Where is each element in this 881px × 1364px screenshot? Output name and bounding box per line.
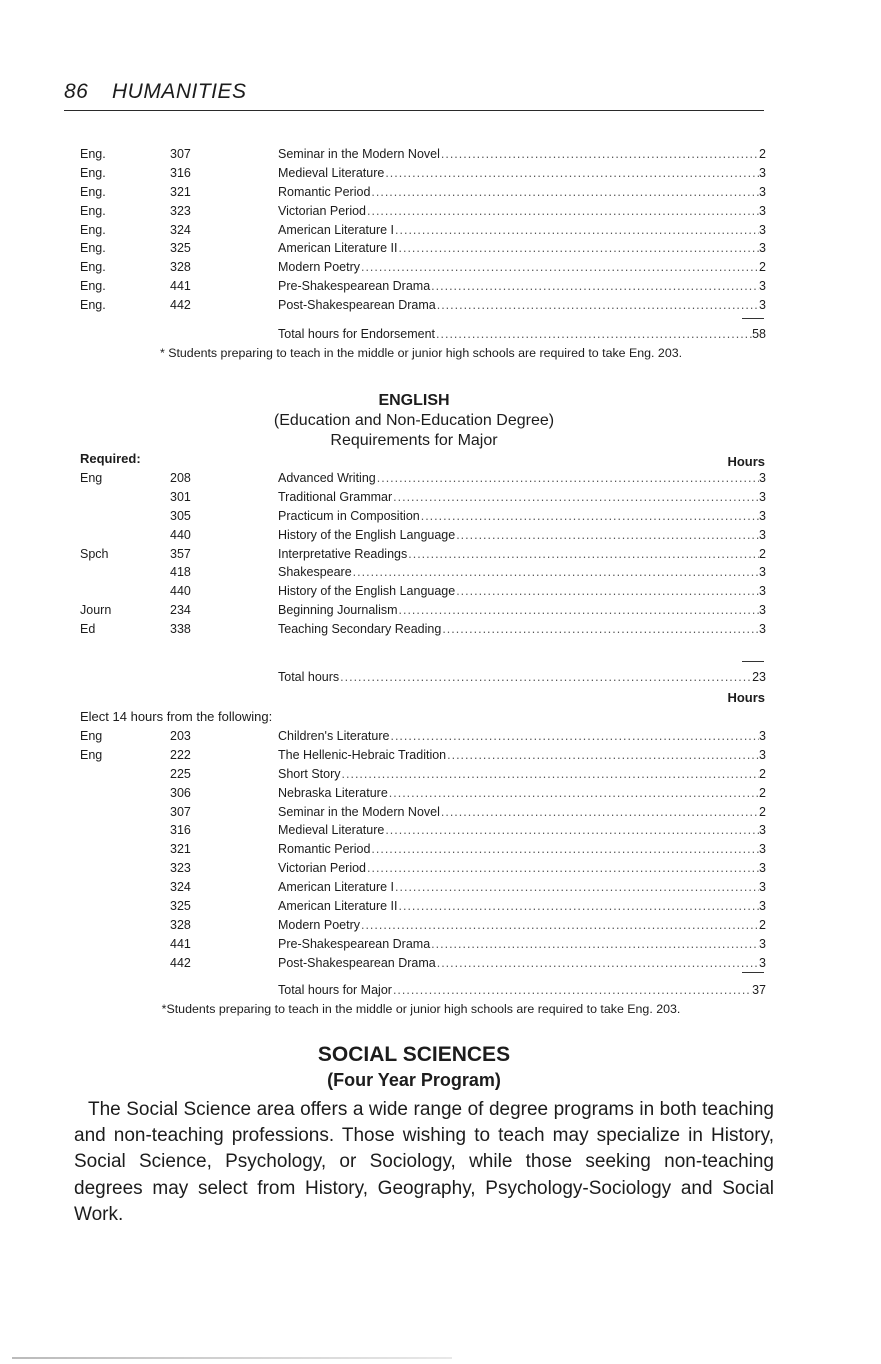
course-dept: Eng. <box>80 260 106 275</box>
course-hours: 2 <box>759 804 766 819</box>
course-hours: 2 <box>759 766 766 781</box>
course-title: Interpretative Readings <box>278 546 408 561</box>
course-row <box>80 840 766 859</box>
course-number: 328 <box>170 917 191 932</box>
course-title: American Literature II <box>278 241 398 256</box>
header-rule <box>64 110 764 111</box>
course-row <box>80 239 766 258</box>
course-row <box>80 277 766 296</box>
course-number: 441 <box>170 936 191 951</box>
total-label: Total hours <box>278 670 340 684</box>
course-number: 324 <box>170 880 191 895</box>
course-title: Advanced Writing <box>278 471 376 485</box>
course-dept: Eng. <box>80 184 106 199</box>
course-title: Children's Literature <box>278 729 390 743</box>
course-title: Practicum in Composition <box>278 508 420 523</box>
course-dept: Ed <box>80 622 96 637</box>
course-dept: Journ <box>80 603 112 618</box>
course-row <box>80 859 766 878</box>
course-hours: 3 <box>759 489 766 504</box>
total-rule <box>742 972 764 973</box>
course-dept: Eng <box>80 747 103 762</box>
course-hours: 3 <box>759 508 766 523</box>
hours-label: Hours <box>727 454 765 469</box>
course-dept: Spch <box>80 546 109 561</box>
course-row <box>80 803 766 822</box>
course-number: 441 <box>170 279 191 294</box>
elective-intro: Elect 14 hours from the following: <box>80 709 273 724</box>
social-sciences-title: SOCIAL SCIENCES <box>317 1043 511 1066</box>
course-number: 324 <box>170 222 191 237</box>
course-title: Romantic Period <box>278 842 371 857</box>
course-row <box>80 545 766 564</box>
course-hours: 3 <box>759 936 766 951</box>
course-number: 440 <box>170 584 191 599</box>
total-rule <box>742 318 764 319</box>
course-hours: 2 <box>759 546 766 561</box>
course-hours: 3 <box>759 622 766 637</box>
required-label: Required: <box>80 451 141 466</box>
course-title: Post-Shakespearean Drama <box>278 955 436 970</box>
course-number: 301 <box>170 489 191 504</box>
course-number: 321 <box>170 184 191 199</box>
course-hours: 3 <box>759 471 766 485</box>
total-value: 58 <box>752 327 766 341</box>
course-hours: 3 <box>759 298 766 313</box>
course-hours: 3 <box>759 241 766 256</box>
course-title: Victorian Period <box>278 861 367 876</box>
course-title: Modern Poetry <box>278 260 360 275</box>
course-hours: 3 <box>759 823 766 838</box>
course-row <box>80 258 766 277</box>
course-number: 325 <box>170 241 191 256</box>
course-hours: 3 <box>759 184 766 199</box>
course-number: 328 <box>170 260 191 275</box>
course-title: American Literature I <box>278 222 395 237</box>
course-dept: Eng. <box>80 241 106 256</box>
course-row <box>80 183 766 202</box>
course-title: Victorian Period <box>278 203 367 218</box>
course-number: 316 <box>170 823 191 838</box>
total-label: Total hours for Major <box>278 983 392 997</box>
course-number: 323 <box>170 861 191 876</box>
course-row <box>80 821 766 840</box>
required-course-table <box>80 469 766 639</box>
total-label: Total hours for Endorsement <box>278 327 436 341</box>
course-number: 307 <box>170 804 191 819</box>
course-row <box>80 526 766 545</box>
course-number: 325 <box>170 899 191 914</box>
course-row <box>80 727 766 746</box>
course-row <box>80 563 766 582</box>
course-hours: 3 <box>759 584 766 599</box>
course-dept: Eng <box>80 729 103 743</box>
course-row <box>80 202 766 221</box>
english-subtitle: (Education and Non-Education Degree) <box>273 412 555 429</box>
course-title: Seminar in the Modern Novel <box>278 147 440 161</box>
course-number: 442 <box>170 955 191 970</box>
total-value: 23 <box>752 670 766 684</box>
course-title: American Literature I <box>278 880 395 895</box>
course-row <box>80 784 766 803</box>
course-number: 418 <box>170 565 191 580</box>
course-dept: Eng. <box>80 279 106 294</box>
course-number: 307 <box>170 147 191 161</box>
course-row <box>80 935 766 954</box>
course-title: Beginning Journalism <box>278 603 398 618</box>
course-hours: 2 <box>759 147 766 161</box>
course-hours: 3 <box>759 899 766 914</box>
course-number: 357 <box>170 546 191 561</box>
course-hours: 3 <box>759 955 766 970</box>
course-title: Medieval Literature <box>278 165 385 180</box>
course-hours: 3 <box>759 842 766 857</box>
total-value: 37 <box>752 983 766 997</box>
endorsement-footnote: * Students preparing to teach in the middle or junior high schools are required to take Eng. 203. <box>159 346 683 360</box>
course-number: 338 <box>170 622 191 637</box>
page-number: 86 <box>64 80 89 103</box>
course-row <box>80 469 766 488</box>
course-title: Pre-Shakespearean Drama <box>278 279 431 294</box>
course-number: 234 <box>170 603 191 618</box>
course-hours: 3 <box>759 565 766 580</box>
course-title: American Literature II <box>278 899 398 914</box>
total-rule <box>742 661 764 662</box>
course-row <box>80 954 766 973</box>
course-title: The Hellenic-Hebraic Tradition <box>278 747 447 762</box>
english-subtitle2: Requirements for Major <box>330 432 498 449</box>
course-title: Modern Poetry <box>278 917 360 932</box>
course-number: 208 <box>170 471 191 485</box>
course-number: 321 <box>170 842 191 857</box>
course-hours: 3 <box>759 880 766 895</box>
course-title: Teaching Secondary Reading <box>278 622 442 637</box>
course-hours: 2 <box>759 260 766 275</box>
page-edge-shadow <box>12 1357 452 1359</box>
course-row <box>80 582 766 601</box>
course-number: 203 <box>170 729 191 743</box>
major-footnote: *Students preparing to teach in the middle or junior high schools are required to take Eng. 203. <box>161 1002 681 1016</box>
course-hours: 3 <box>759 203 766 218</box>
endorsement-total <box>80 325 766 344</box>
course-number: 306 <box>170 785 191 800</box>
course-number: 316 <box>170 165 191 180</box>
course-number: 440 <box>170 527 191 542</box>
course-number: 222 <box>170 747 191 762</box>
page-header <box>64 80 764 104</box>
course-hours: 3 <box>759 603 766 618</box>
required-total <box>80 668 766 687</box>
course-row <box>80 916 766 935</box>
section-title: HUMANITIES <box>112 80 247 103</box>
course-row <box>80 620 766 639</box>
course-title: Short Story <box>278 766 341 781</box>
course-hours: 3 <box>759 729 766 743</box>
course-dept: Eng. <box>80 147 106 161</box>
course-row <box>80 221 766 240</box>
elective-hours-label: Hours <box>727 690 765 705</box>
course-number: 323 <box>170 203 191 218</box>
course-dept: Eng. <box>80 298 106 313</box>
course-hours: 2 <box>759 785 766 800</box>
course-number: 305 <box>170 508 191 523</box>
course-hours: 3 <box>759 222 766 237</box>
course-hours: 3 <box>759 527 766 542</box>
course-hours: 2 <box>759 917 766 932</box>
course-number: 442 <box>170 298 191 313</box>
course-row <box>80 164 766 183</box>
course-title: Romantic Period <box>278 184 371 199</box>
course-row <box>80 897 766 916</box>
elective-course-table <box>80 727 766 973</box>
course-number: 225 <box>170 766 191 781</box>
course-row <box>80 145 766 164</box>
course-title: Nebraska Literature <box>278 785 388 800</box>
course-hours: 3 <box>759 279 766 294</box>
social-sciences-subtitle: (Four Year Program) <box>327 1070 501 1090</box>
course-title: Traditional Grammar <box>278 489 393 504</box>
course-row <box>80 878 766 897</box>
course-title: History of the English Language <box>278 584 456 599</box>
course-dept: Eng. <box>80 165 106 180</box>
course-dept: Eng <box>80 471 103 485</box>
course-row <box>80 296 766 315</box>
course-row <box>80 765 766 784</box>
social-sciences-paragraph: The Social Science area offers a wide range of degree programs in both teaching and non-teaching professions. Those wishing to teach may specialize in History, Social Science, Psychology, or Sociology, while those seeking non-teaching degrees may select from History, Geography, Psychology-Sociology and Social Work. <box>74 1099 774 1225</box>
course-row <box>80 488 766 507</box>
course-hours: 3 <box>759 861 766 876</box>
course-title: Pre-Shakespearean Drama <box>278 936 431 951</box>
course-row <box>80 601 766 620</box>
course-title: Shakespeare <box>278 565 352 580</box>
course-row <box>80 746 766 765</box>
course-title: Seminar in the Modern Novel <box>278 804 440 819</box>
course-dept: Eng. <box>80 203 106 218</box>
course-title: Post-Shakespearean Drama <box>278 298 436 313</box>
major-total <box>80 981 766 1000</box>
course-row <box>80 507 766 526</box>
course-title: Medieval Literature <box>278 823 385 838</box>
course-hours: 3 <box>759 747 766 762</box>
endorsement-course-table <box>80 145 766 315</box>
english-title: ENGLISH <box>378 392 450 409</box>
course-title: History of the English Language <box>278 527 456 542</box>
course-hours: 3 <box>759 165 766 180</box>
course-dept: Eng. <box>80 222 106 237</box>
